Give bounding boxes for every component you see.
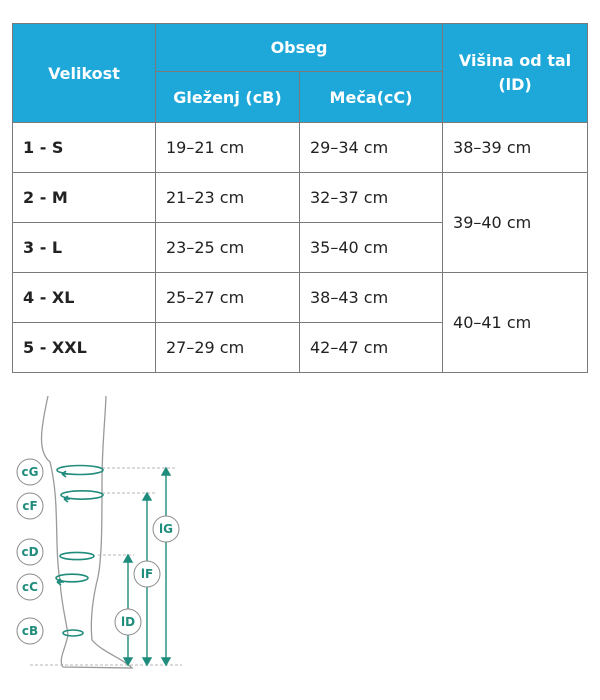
ankle-cell: 23–25 cm (156, 223, 300, 273)
size-cell: 5 - XXL (13, 323, 156, 373)
height-cell: 38–39 cm (443, 123, 588, 173)
header-ankle: Gleženj (cB) (156, 72, 300, 123)
circumference-label-markers (17, 459, 179, 644)
ankle-cell: 21–23 cm (156, 173, 300, 223)
header-size: Velikost (13, 24, 156, 123)
label-cF: cF (22, 499, 38, 513)
label-cG: cG (21, 465, 39, 479)
label-cB: cB (21, 624, 39, 638)
ankle-cell: 27–29 cm (156, 323, 300, 373)
table-row (13, 173, 588, 223)
label-cD: cD (21, 545, 39, 559)
ankle-cell: 19–21 cm (156, 123, 300, 173)
calf-cell: 29–34 cm (300, 123, 443, 173)
size-cell: 2 - M (13, 173, 156, 223)
height-cell: 39–40 cm (443, 173, 588, 273)
header-calf: Meča(cC) (300, 72, 443, 123)
size-table (12, 23, 588, 373)
calf-cell: 38–43 cm (300, 273, 443, 323)
calf-cell: 35–40 cm (300, 223, 443, 273)
label-lF: lF (140, 567, 154, 581)
size-cell: 4 - XL (13, 273, 156, 323)
calf-cell: 32–37 cm (300, 173, 443, 223)
label-cC: cC (22, 580, 38, 594)
calf-cell: 42–47 cm (300, 323, 443, 373)
height-cell: 40–41 cm (443, 273, 588, 373)
header-height-label: Višina od tal (lD) (458, 51, 572, 94)
size-cell: 3 - L (13, 223, 156, 273)
table-row (13, 123, 588, 173)
circumference-rings (56, 466, 103, 637)
header-girth: Obseg (156, 24, 443, 72)
size-cell: 1 - S (13, 123, 156, 173)
ankle-cell: 25–27 cm (156, 273, 300, 323)
label-lD: lD (120, 615, 136, 629)
leg-measurement-diagram (10, 392, 210, 682)
table-row (13, 273, 588, 323)
header-height (443, 24, 588, 123)
dashed-guides (30, 468, 182, 665)
label-lG: lG (159, 522, 173, 536)
